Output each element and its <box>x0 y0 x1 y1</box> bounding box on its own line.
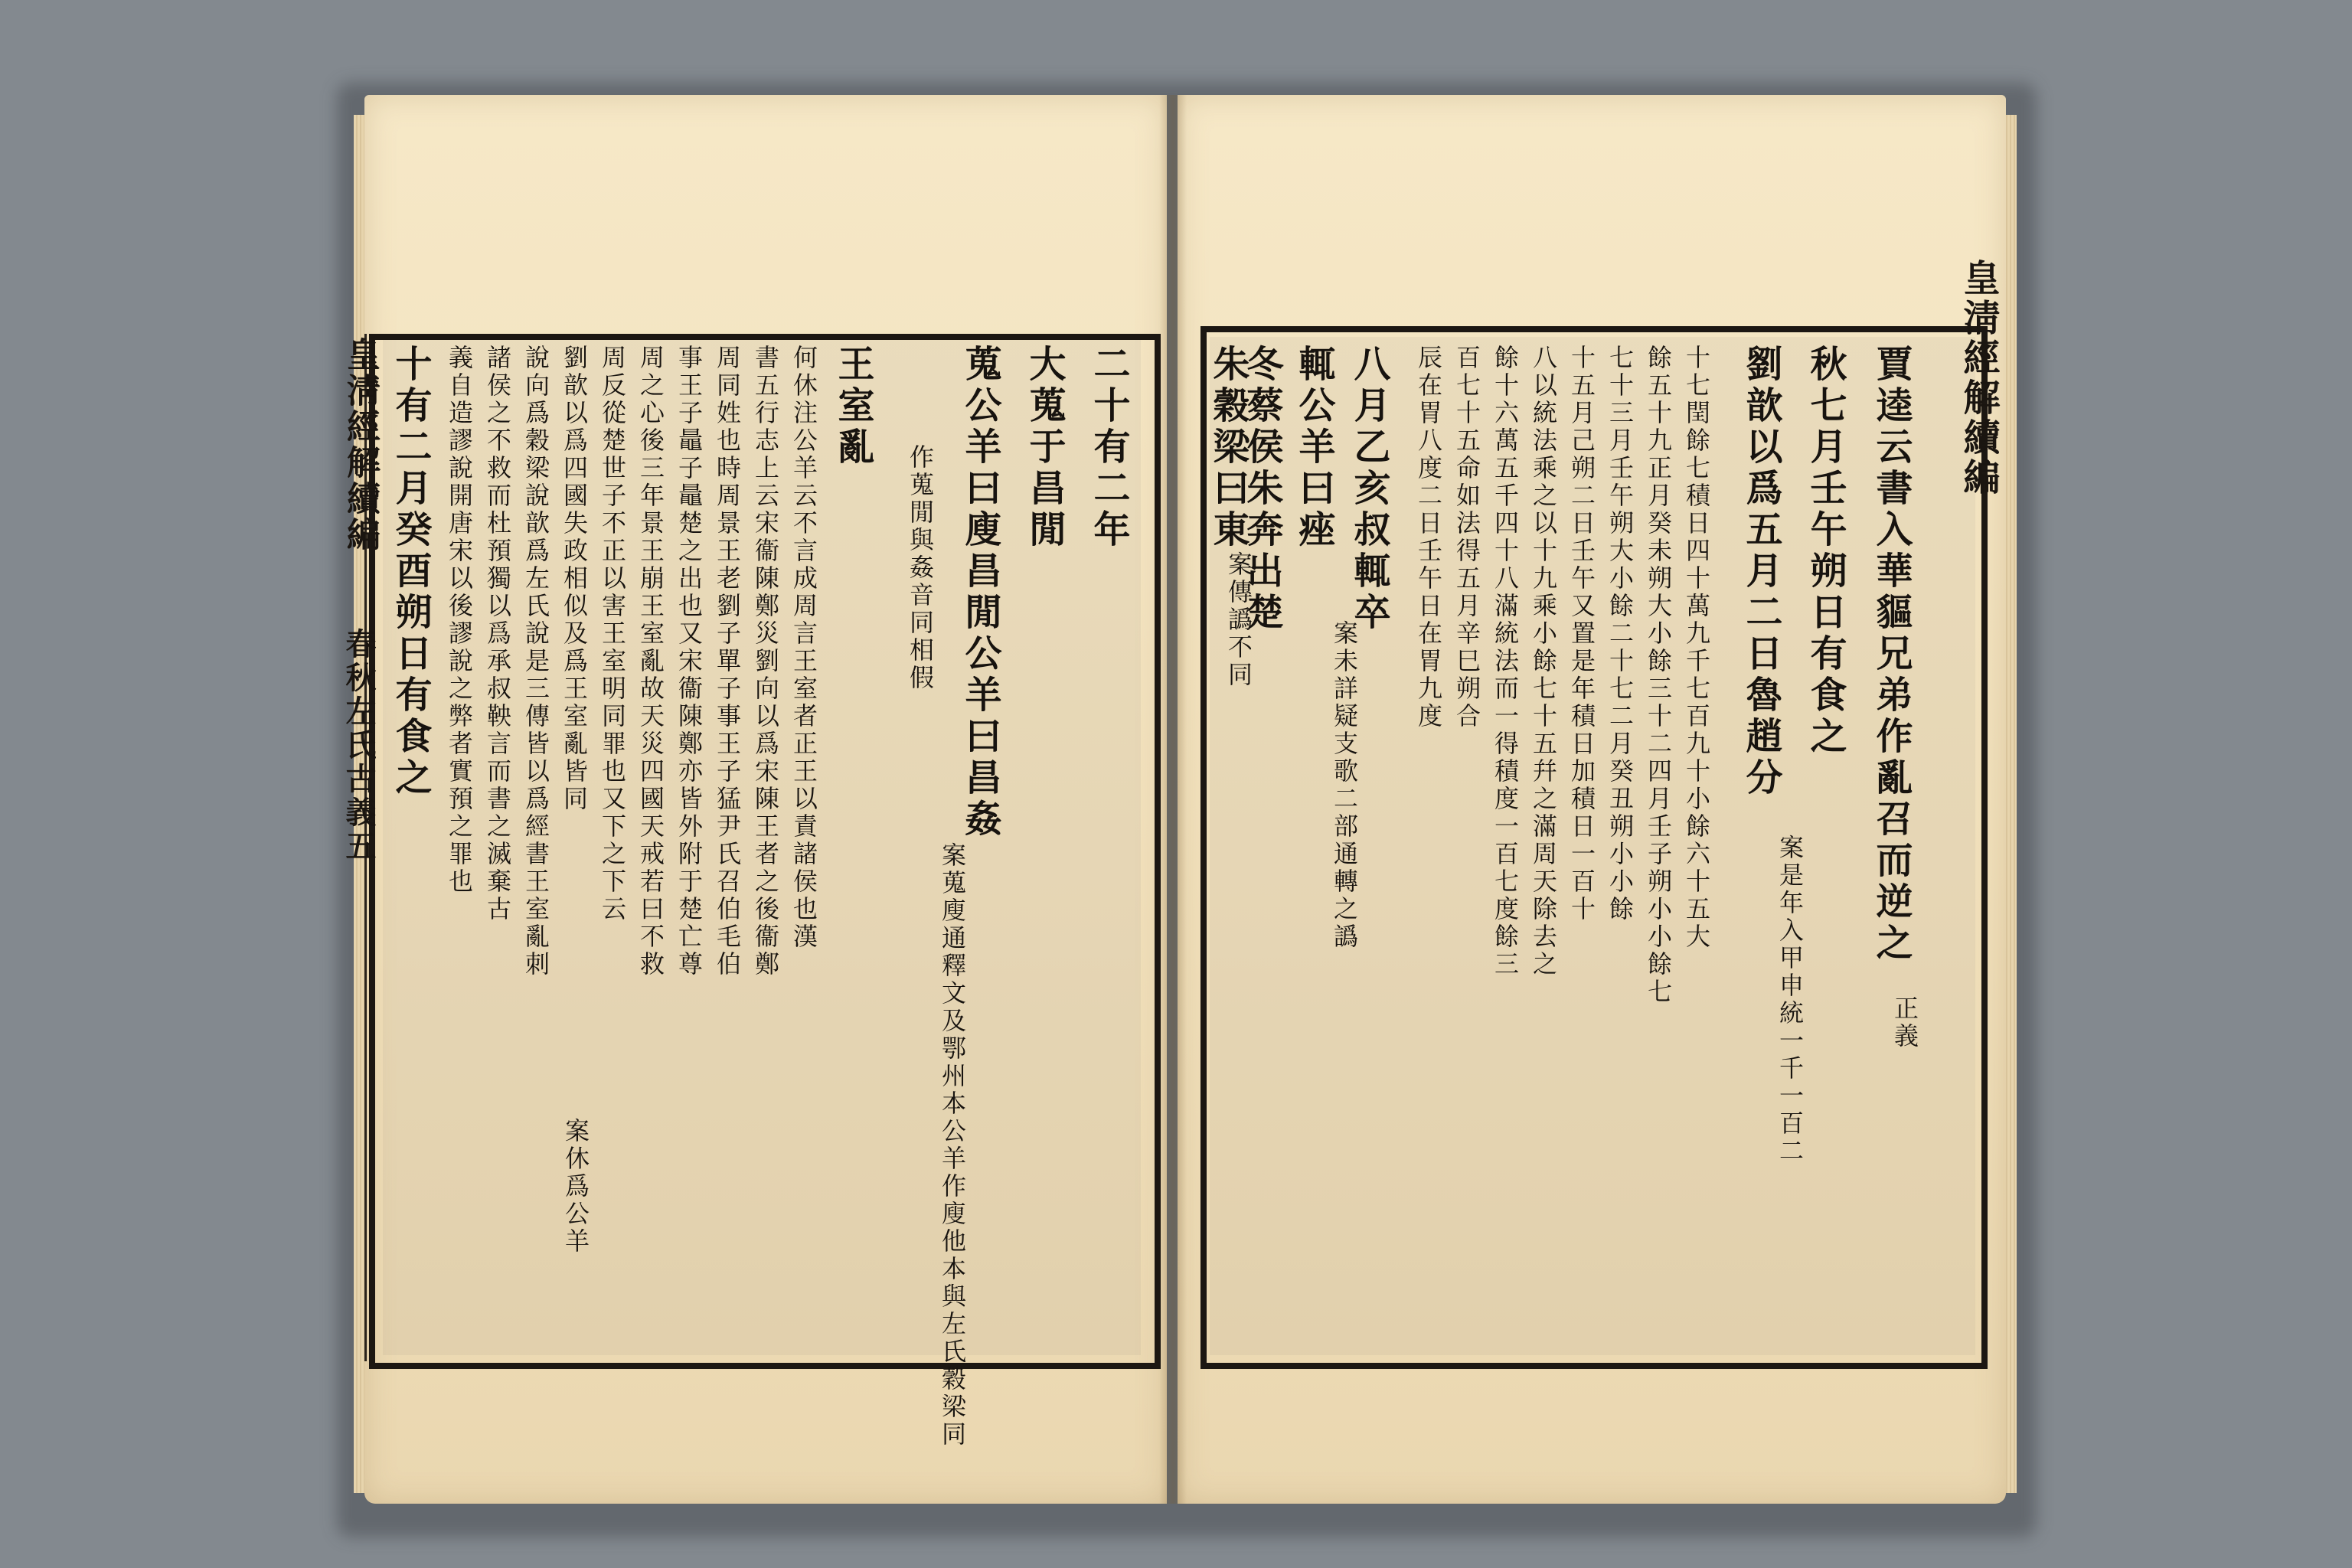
text-note: 正義 <box>1890 995 1919 1050</box>
text-note: 周同姓也時周景王老劉子單子事王子猛尹氏召伯毛伯 <box>713 345 742 978</box>
text-note: 書五行志上云宋衞陳鄭災劉向以爲宋陳王者之後衞鄭 <box>751 345 780 978</box>
fold-book-title: 春秋左氏古義五 <box>341 628 377 864</box>
text-column: 賈逵云書入華貙兄弟作亂召而逆之 <box>1870 345 1913 965</box>
text-note: 說向爲穀梁說歆爲左氏說是三傳皆以爲經書王室亂刺 <box>521 345 550 978</box>
text-note: 案是年入甲申統一千一百二 <box>1775 835 1805 1165</box>
text-note: 案傳譌不同 <box>1224 551 1253 689</box>
text-column: 王室亂 <box>831 345 874 469</box>
text-note: 周反從楚世子不正以害王室明同罪也又下之下云 <box>598 345 627 923</box>
text-note: 劉歆以爲四國失政相似及爲王室亂皆同 <box>560 345 589 813</box>
book-title: 皇淸經解續編 <box>1957 259 2000 498</box>
text-note: 義自造謬說開唐宋以後謬說之弊者實預之罪也 <box>445 345 474 896</box>
text-note: 作蒐閒與姦音同相假 <box>906 444 935 692</box>
text-note: 八以統法乘之以十九乘小餘七十五幷之滿周天除去之 <box>1529 345 1558 978</box>
text-note: 事王子鼂子鼂楚之出也又宋衞陳鄭亦皆外附于楚亡尊 <box>675 345 704 978</box>
book-gutter <box>1159 95 1187 1504</box>
text-note: 百七十五命如法得五月辛巳朔合 <box>1452 345 1481 730</box>
text-note: 餘五十九正月癸未朔大小餘三十二四月壬子朔小小餘七 <box>1644 345 1673 1006</box>
fold-title: 皇淸經解續編 <box>341 337 380 553</box>
text-note: 案休爲公羊 <box>561 1118 590 1256</box>
text-note: 案蒐廋通釋文及鄂州本公羊作廋他本與左氏穀梁同 <box>938 842 967 1449</box>
text-column: 蒐公羊曰廋昌閒公羊曰昌姦 <box>959 345 1001 841</box>
text-note: 七十三月壬午朔大小餘二十七二月癸丑朔小小餘 <box>1606 345 1635 923</box>
text-column: 十有二月癸酉朔日有食之 <box>389 345 432 799</box>
text-column: 二十有二年 <box>1087 345 1130 551</box>
text-note: 何休注公羊云不言成周言王室者正王以責諸侯也漢 <box>789 345 818 951</box>
text-column: 輒公羊曰痤 <box>1292 345 1335 551</box>
text-column: 大蒐于昌閒 <box>1023 345 1066 551</box>
text-note: 周之心後三年景王崩王室亂故天災四國天戒若曰不救 <box>636 345 665 978</box>
text-note: 十七閏餘七積日四十萬九千七百九十小餘六十五大 <box>1682 345 1711 951</box>
text-note: 案未詳疑支歌二部通轉之譌 <box>1330 620 1359 951</box>
text-column: 秋七月壬午朔日有食之 <box>1804 345 1847 758</box>
text-column: 冬蔡侯朱奔出楚 <box>1240 345 1283 634</box>
text-note: 諸侯之不救而杜預獨以爲承叔鞅言而書之滅棄古 <box>483 345 512 923</box>
text-note: 辰在胃八度二日壬午日在胃九度 <box>1414 345 1443 730</box>
text-column: 八月乙亥叔輒卒 <box>1348 345 1390 634</box>
text-column: 劉歆以爲五月二日魯趙分 <box>1740 345 1782 799</box>
text-note: 餘十六萬五千四十八滿統法而一得積度一百七度餘三 <box>1491 345 1520 978</box>
text-note: 十五月己朔二日壬午又置是年積日加積日一百十 <box>1567 345 1596 923</box>
text-column: 朱穀梁曰東 <box>1207 345 1250 551</box>
